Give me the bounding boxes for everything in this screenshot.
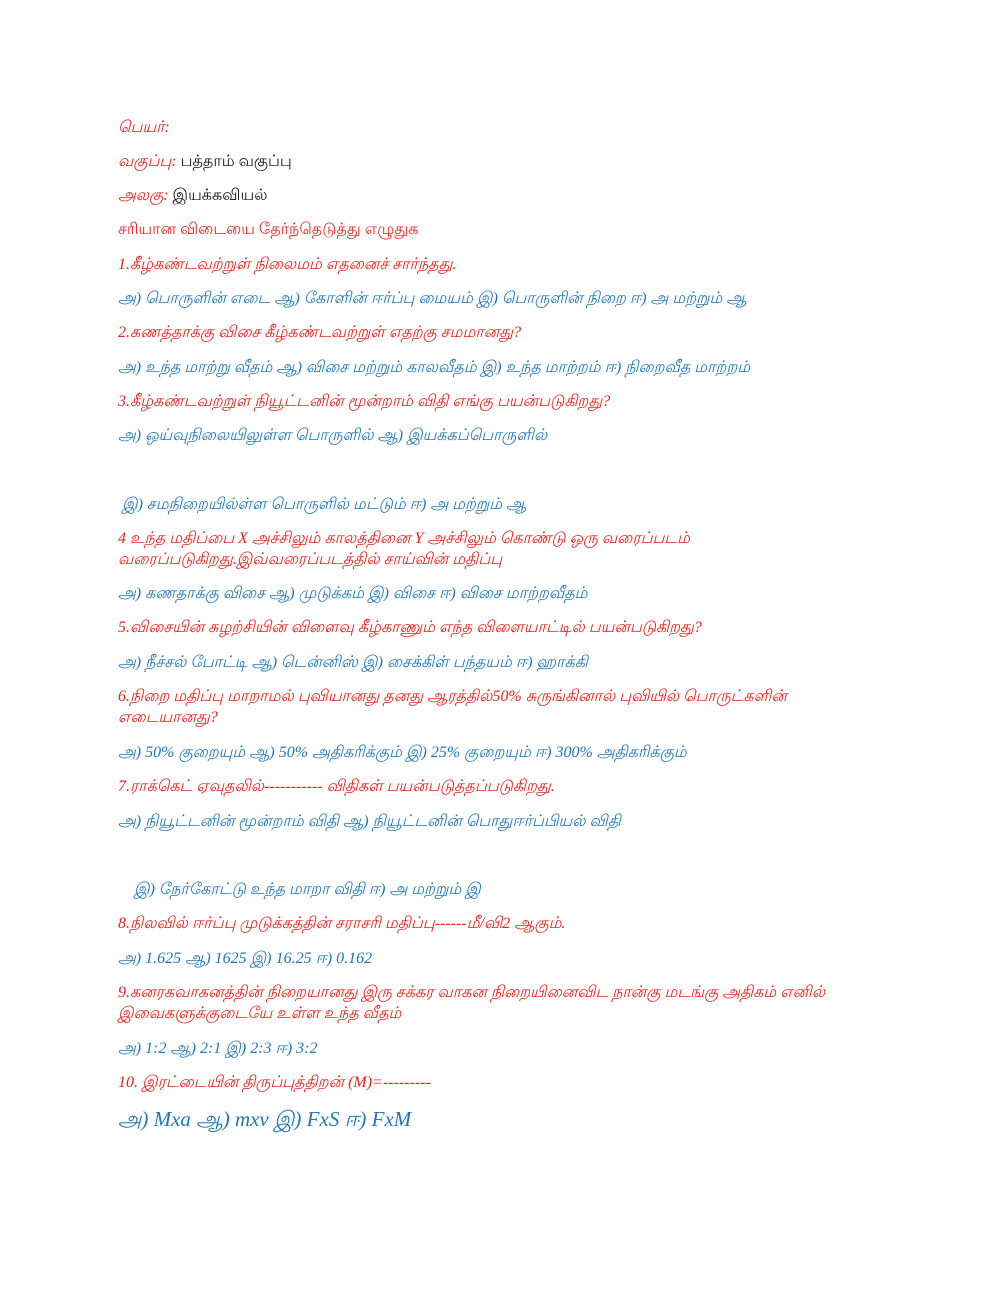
question-6-cont: எடையானது? [118,709,218,726]
class-label: வகுப்பு: [118,153,177,170]
options-3b: இ) சமநிறையில்ள்ள பொருளில் மட்டும் ஈ) அ மற்றும் ஆ [122,496,527,513]
question-8: 8.நிலவில் ஈர்ப்பு முடுக்கத்தின் சராசரி மதிப்பு------மீ/வி2 ஆகும். [118,915,566,932]
question-6: 6.நிறை மதிப்பு மாறாமல் புவியானது தனது ஆரத்தில்50% சுருங்கினால் புவியில் பொருட்களின் [118,688,787,705]
options-5: அ) நீச்சல் போட்டி ஆ) டென்னிஸ் இ) சைக்கிள் பந்தயம் ஈ) ஹாக்கி [118,654,588,671]
unit-value: இயக்கவியல் [168,187,268,204]
question-3: 3.கீழ்கண்டவற்றுள் நியூட்டனின் மூன்றாம் விதி எங்கு பயன்படுகிறது? [118,393,611,410]
name-label: பெயர்: [118,119,170,136]
instruction: சரியான விடையை தேர்ந்தெடுத்து எழுதுக [118,221,419,238]
options-4: அ) கணதாக்கு விசை ஆ) முடுக்கம் இ) விசை ஈ) விசை மாற்றவீதம் [118,585,588,602]
question-9-cont: இவைகளுக்குடையே உள்ள உந்த வீதம் [118,1005,402,1022]
options-8: அ) 1.625 ஆ) 1625 இ) 16.25 ஈ) 0.162 [118,950,373,967]
options-1: அ) பொருளின் எடை ஆ) கோளின் ஈர்ப்பு மையம் இ) பொருளின் நிறை ஈ) அ மற்றும் ஆ [118,290,747,307]
options-7b: இ) நேர்கோட்டு உந்த மாறா விதி ஈ) அ மற்றும் இ [134,881,481,898]
question-7: 7.ராக்கெட் ஏவுதலில்----------- விதிகள் பயன்படுத்தப்படுகிறது. [118,778,555,795]
question-4-cont: வரைப்படுகிறது.இவ்வரைப்படத்தில் சாய்வின் மதிப்பு [118,551,503,568]
options-10: அ) Mxa ஆ) mxv இ) FxS ஈ) FxM [118,1107,412,1131]
class-value: பத்தாம் வகுப்பு [176,153,292,170]
question-1: 1.கீழ்கண்டவற்றுள் நிலைமம் எதனைச் சார்ந்தது. [118,256,457,273]
unit-line [118,185,267,207]
options-2: அ) உந்த மாற்று வீதம் ஆ) விசை மற்றும் காலவீதம் இ) உந்த மாற்றம் ஈ) நிறைவீத மாற்றம் [118,359,751,376]
options-6: அ) 50% குறையும் ஆ) 50% அதிகரிக்கும் இ) 25% குறையும் ஈ) 300% அதிகரிக்கும் [118,744,687,761]
unit-label: அலகு: [118,187,169,204]
question-4: 4 உந்த மதிப்பை X அச்சிலும் காலத்தினை Y அச்சிலும் கொண்டு ஒரு வரைப்படம் [118,530,690,547]
class-line [118,151,292,173]
options-9: அ) 1:2 ஆ) 2:1 இ) 2:3 ஈ) 3:2 [118,1040,318,1057]
options-7a: அ) நியூட்டனின் மூன்றாம் விதி ஆ) நியூட்டனின் பொதுஈர்ப்பியல் விதி [118,813,621,830]
question-2: 2.கணத்தாக்கு விசை கீழ்கண்டவற்றுள் எதற்கு சமமானது? [118,324,522,341]
question-9: 9.கனரகவாகனத்தின் நிறையானது இரு சக்கர வாகன நிறையினைவிட நான்கு மடங்கு அதிகம் எனில் [118,984,826,1001]
question-10: 10. இரட்டையின் திருப்புத்திறன் (M)=--------- [118,1074,431,1091]
question-5: 5.விசையின் சுழற்சியின் விளைவு கீழ்காணும் எந்த விளையாட்டில் பயன்படுகிறது? [118,619,702,636]
options-3a: அ) ஒய்வுநிலையிலுள்ள பொருளில் ஆ) இயக்கப்பொருளில் [118,427,548,444]
